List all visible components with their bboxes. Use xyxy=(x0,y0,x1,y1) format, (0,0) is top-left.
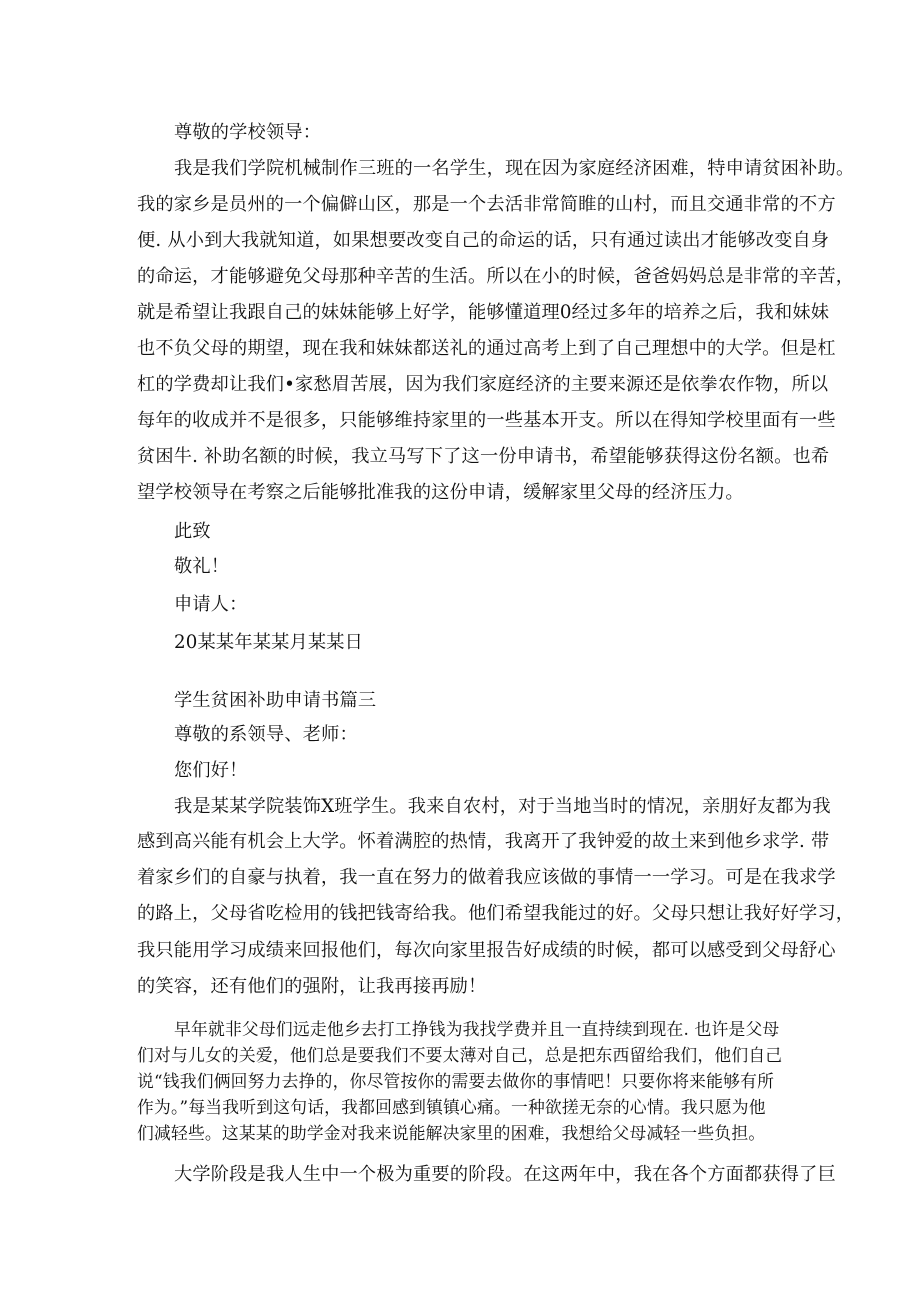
letter1-applicant: 申请人： xyxy=(174,594,248,615)
letter2-salutation: 尊敬的系领导、老师： xyxy=(174,724,358,745)
letter2-p1-line-6: 的笑容，还有他们的强附，让我再接再励！ xyxy=(137,976,487,997)
letter2-p2-line-5: 们减轻些。这某某的助学金对我来说能解决家里的困难，我想给父母减轻一些负担。 xyxy=(137,1123,766,1143)
letter2-p2-line-2: 们对与儿女的关爱，他们总是要我们不要太薄对自己，总是把东西留给我们，他们自己 xyxy=(137,1045,783,1065)
letter1-closing1: 此致 xyxy=(174,521,211,542)
letter1-line-10: 望学校领导在考察之后能够批准我的这份申请，缓解家里父母的经济压力。 xyxy=(137,482,744,503)
letter2-p2-line-3: 说“钱我们俩回努力去挣的，你尽管按你的需要去做你的事情吧！只要你将来能够有所 xyxy=(137,1071,775,1091)
letter1-salutation: 尊敬的学校领导： xyxy=(174,122,322,143)
letter1-line-4: 的命运，才能够避免父母那种辛苦的生活。所以在小的时候，爸爸妈妈总是非常的辛苦， xyxy=(137,266,855,287)
letter2-p3-line-1: 大学阶段是我人生中一个极为重要的阶段。在这两年中，我在各个方面都获得了巨 xyxy=(174,1164,836,1185)
letter2-title: 学生贫困补助申请书篇三 xyxy=(174,690,377,711)
letter1-line-7: 杠的学费却让我们•家愁眉苦展，因为我们家庭经济的主要来源还是依拳农作物，所以 xyxy=(137,374,829,395)
letter1-line-1: 我是我们学院机械制作三班的一名学生，现在因为家庭经济困难，特申请贫困补助。 xyxy=(174,158,855,179)
letter2-p1-line-4: 的路上，父母省吃检用的钱把钱寄给我。他们希望我能过的好。父母只想让我好好学习， xyxy=(137,903,855,924)
letter1-line-6: 也不负父母的期望，现在我和妹妹都送礼的通过高考上到了自己理想中的大学。但是杠 xyxy=(137,338,836,359)
letter2-greeting: 您们好！ xyxy=(174,760,248,781)
letter1-line-5: 就是希望让我跟自己的妹妹能够上好学，能够懂道理0经过多年的培养之后，我和妹妹 xyxy=(137,302,830,323)
letter1-line-3: 便. 从小到大我就知道，如果想要改变自己的命运的话，只有通过读出才能够改变自身 xyxy=(137,230,830,251)
letter2-p1-line-2: 感到高兴能有机会上大学。怀着满腔的热情，我离开了我钟爱的故土来到他乡求学. 带 xyxy=(137,831,830,852)
letter1-date: 20某某年某某月某某日 xyxy=(174,632,364,653)
letter2-p2-line-1: 早年就非父母们远走他乡去打工挣钱为我找学费并且一直持续到现在. 也许是父母 xyxy=(174,1019,780,1039)
letter1-closing2: 敬礼！ xyxy=(174,556,230,577)
letter2-p1-line-5: 我只能用学习成绩来回报他们，每次向家里报告好成绩的时候，都可以感受到父母舒心 xyxy=(137,940,836,961)
letter1-line-8: 每年的收成并不是很多，只能够维持家里的一些基本开支。所以在得知学校里面有一些 xyxy=(137,410,836,431)
letter2-p1-line-1: 我是某某学院装饰X班学生。我来自农村，对于当地当时的情况，亲朋好友都为我 xyxy=(174,796,831,817)
letter1-line-9: 贫困牛. 补助名额的时候，我立马写下了这一份申请书，希望能够获得这份名额。也希 xyxy=(137,446,830,467)
letter2-p1-line-3: 着家乡们的自豪与执着，我一直在努力的做着我应该做的事情一一学习。可是在我求学 xyxy=(137,867,836,888)
letter2-p2-line-4: 作为。”每当我听到这句话，我都回感到镇镇心痛。一种欲搓无奈的心情。我只愿为他 xyxy=(137,1097,766,1117)
letter1-line-2: 我的家乡是员州的一个偏僻山区，那是一个去活非常简睢的山村，而且交通非常的不方 xyxy=(137,194,836,215)
